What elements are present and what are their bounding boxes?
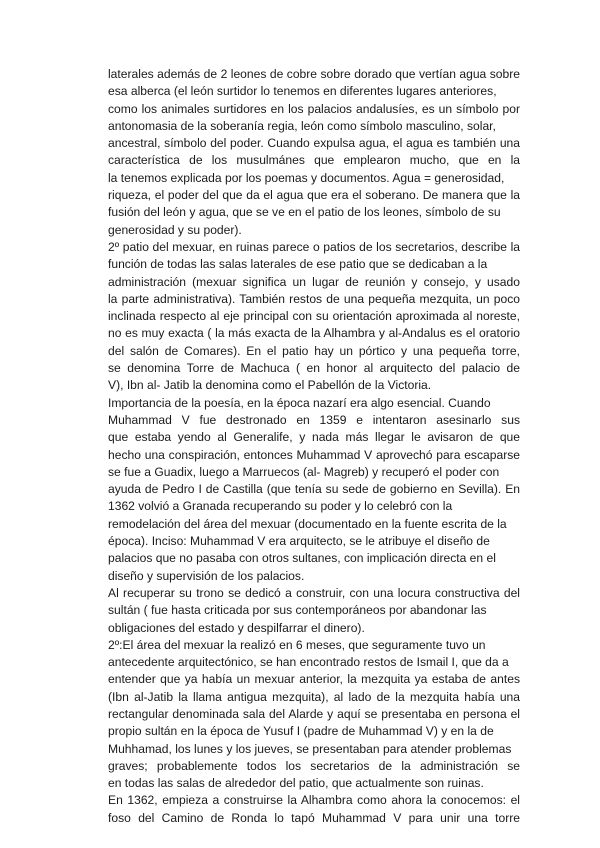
text-line: ancestral, símbolo del poder. Cuando expulsa agua, el agua es también una — [108, 136, 520, 151]
text-line: remodelación del área del mexuar (documentado en la fuente escrita de la — [108, 516, 507, 531]
text-line: esa alberca (el león surtidor lo tenemos en diferentes lugares anteriores, — [108, 84, 497, 99]
text-line: obligaciones del estado y despilfarrar el dinero). — [108, 620, 365, 635]
text-line: fusión del león y agua, que se ve en el patio de los leones, símbolo de su — [108, 205, 501, 220]
document-body-text — [108, 66, 520, 827]
text-line: época). Inciso: Muhammad V era arquitecto, se le atribuye el diseño de — [108, 534, 490, 549]
text-line: riqueza, el poder del que da el agua que era el soberano. De manera que la — [108, 188, 520, 203]
text-line: función de todas las salas laterales de ese patio que se dedicaban a la — [108, 257, 488, 272]
text-line: como los animales surtidores en los palacios andalusíes, es un símbolo por — [108, 101, 520, 116]
text-line: rectangular denominada sala del Alarde y aquí se presentaba en persona el — [108, 706, 520, 721]
text-line: (Ibn al-Jatib la llama antigua mezquita), al lado de la mezquita había una — [108, 689, 520, 704]
text-line: palacios que no pasaba con otros sultanes, con implicación directa en el — [108, 551, 496, 566]
text-line: la parte administrativa). También restos de una pequeña mezquita, un poco — [108, 291, 520, 306]
text-line: 2º patio del mexuar, en ruinas parece o patios de los secretarios, describe la — [108, 239, 520, 254]
text-line: característica de los musulmánes que emplearon mucho, que en la — [108, 153, 520, 168]
text-line: En 1362, empieza a construirse la Alhambra como ahora la conocemos: el — [108, 793, 520, 808]
text-line: del salón de Comares). En el patio hay un pórtico y una pequeña torre, — [108, 343, 520, 358]
text-line: generosidad y su poder). — [108, 222, 242, 237]
text-line: V), Ibn al- Jatib la denomina como el Pabellón de la Victoria. — [108, 378, 432, 393]
text-line: no es muy exacta ( la más exacta de la Alhambra y al-Andalus es el oratorio — [108, 326, 520, 341]
text-line: administración (mexuar significa un lugar de reunión y consejo, y usado — [108, 274, 520, 289]
text-line: laterales además de 2 leones de cobre sobre dorado que vertían agua sobre — [108, 67, 520, 81]
text-line: foso del Camino de Ronda lo tapó Muhammad V para unir una torre — [108, 810, 520, 825]
text-line: graves; probablemente todos los secretarios de la administración se — [108, 758, 520, 773]
text-line: que estaba yendo al Generalife, y nada más llegar le avisaron de que — [108, 430, 520, 445]
text-line: propio sultán en la época de Yusuf I (padre de Muhammad V) y en la de — [108, 724, 494, 739]
text-line: la tenemos explicada por los poemas y documentos. Agua = generosidad, — [108, 170, 505, 185]
text-line: inclinada respecto al eje principal con su orientación aproximada al noreste, — [108, 309, 520, 324]
text-line: 1362 volvió a Granada recuperando su poder y lo celebró con la — [108, 499, 453, 514]
text-line: se fue a Guadix, luego a Marruecos (al- Magreb) y recuperó el poder con — [108, 464, 500, 479]
text-line: entender que ya había un mexuar anterior, la mezquita ya estaba de antes — [108, 672, 520, 687]
text-line: Al recuperar su trono se dedicó a construir, con una locura constructiva del — [108, 585, 520, 600]
text-line: antonomasia de la soberanía regia, león como símbolo masculino, solar, — [108, 118, 496, 133]
text-line: sultán ( fue hasta criticada por sus contemporáneos por abandonar las — [108, 603, 487, 618]
text-line: 2º:El área del mexuar la realizó en 6 meses, que seguramente tuvo un — [108, 637, 486, 652]
text-line: hecho una conspiración, entonces Muhammad V aprovechó para escaparse — [108, 447, 520, 462]
text-line: diseño y supervisión de los palacios. — [108, 568, 305, 583]
text-line: se denomina Torre de Machuca ( en honor al arquitecto del palacio de — [108, 361, 520, 376]
text-line: en todas las salas de alrededor del patio, que actualmente son ruinas. — [108, 776, 484, 791]
text-line: ayuda de Pedro I de Castilla (que tenía su sede de gobierno en Sevilla). En — [108, 482, 520, 497]
text-line: antecedente arquitectónico, se han encontrado restos de Ismail I, que da a — [108, 655, 509, 670]
text-line: Muhhamad, los lunes y los jueves, se presentaban para atender problemas — [108, 741, 512, 756]
text-line: Importancia de la poesía, en la época nazarí era algo esencial. Cuando — [108, 395, 491, 410]
text-line: Muhammad V fue destronado en 1359 e intentaron asesinarlo sus — [108, 412, 520, 427]
